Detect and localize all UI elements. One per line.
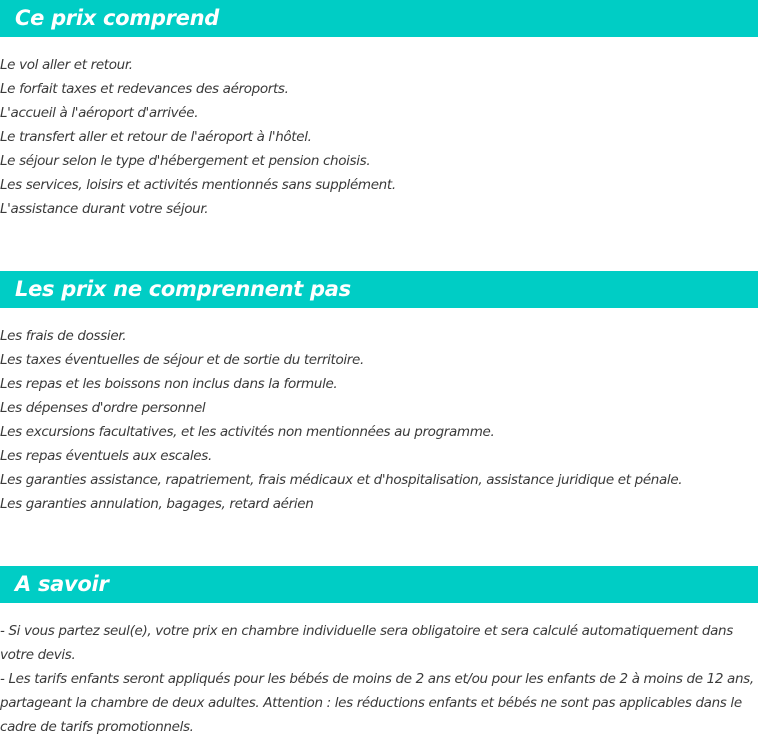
list-item: Le vol aller et retour. bbox=[0, 57, 133, 73]
section-title-info: A savoir bbox=[0, 566, 758, 603]
list-item: Les frais de dossier. bbox=[0, 328, 127, 344]
list-item: Le séjour selon le type d'hébergement et pension choisis. bbox=[0, 153, 371, 169]
list-item: Les excursions facultatives, et les activités non mentionnées au programme. bbox=[0, 424, 495, 440]
list-item: Le forfait taxes et redevances des aéroports. bbox=[0, 81, 289, 97]
info-paragraph-children: - Les tarifs enfants seront appliqués pour les bébés de moins de 2 ans et/ou pour les enfants de 2 à moins de 12 ans, partageant la chambre de deux adultes. Attention : les réductions enfants et bébés ne sont pas applicables dans le cadre de tarifs promotionnels. bbox=[0, 671, 754, 735]
list-item: L'assistance durant votre séjour. bbox=[0, 201, 209, 217]
section-title-excluded: Les prix ne comprennent pas bbox=[0, 271, 758, 308]
included-list bbox=[0, 53, 758, 221]
list-item: Les taxes éventuelles de séjour et de sortie du territoire. bbox=[0, 352, 364, 368]
list-item: Les repas et les boissons non inclus dans la formule. bbox=[0, 376, 338, 392]
section-title-included: Ce prix comprend bbox=[0, 0, 758, 37]
excluded-list bbox=[0, 324, 758, 516]
list-item: Les repas éventuels aux escales. bbox=[0, 448, 212, 464]
list-item: Les garanties assistance, rapatriement, frais médicaux et d'hospitalisation, assistance juridique et pénale. bbox=[0, 472, 683, 488]
list-item: L'accueil à l'aéroport d'arrivée. bbox=[0, 105, 199, 121]
list-item: Les garanties annulation, bagages, retard aérien bbox=[0, 496, 314, 512]
list-item: Le transfert aller et retour de l'aéroport à l'hôtel. bbox=[0, 129, 312, 145]
list-item: Les dépenses d'ordre personnel bbox=[0, 400, 206, 416]
info-paragraph-single: - Si vous partez seul(e), votre prix en chambre individuelle sera obligatoire et sera calculé automatiquement dans votre devis. bbox=[0, 623, 733, 663]
list-item: Les services, loisirs et activités mentionnés sans supplément. bbox=[0, 177, 396, 193]
